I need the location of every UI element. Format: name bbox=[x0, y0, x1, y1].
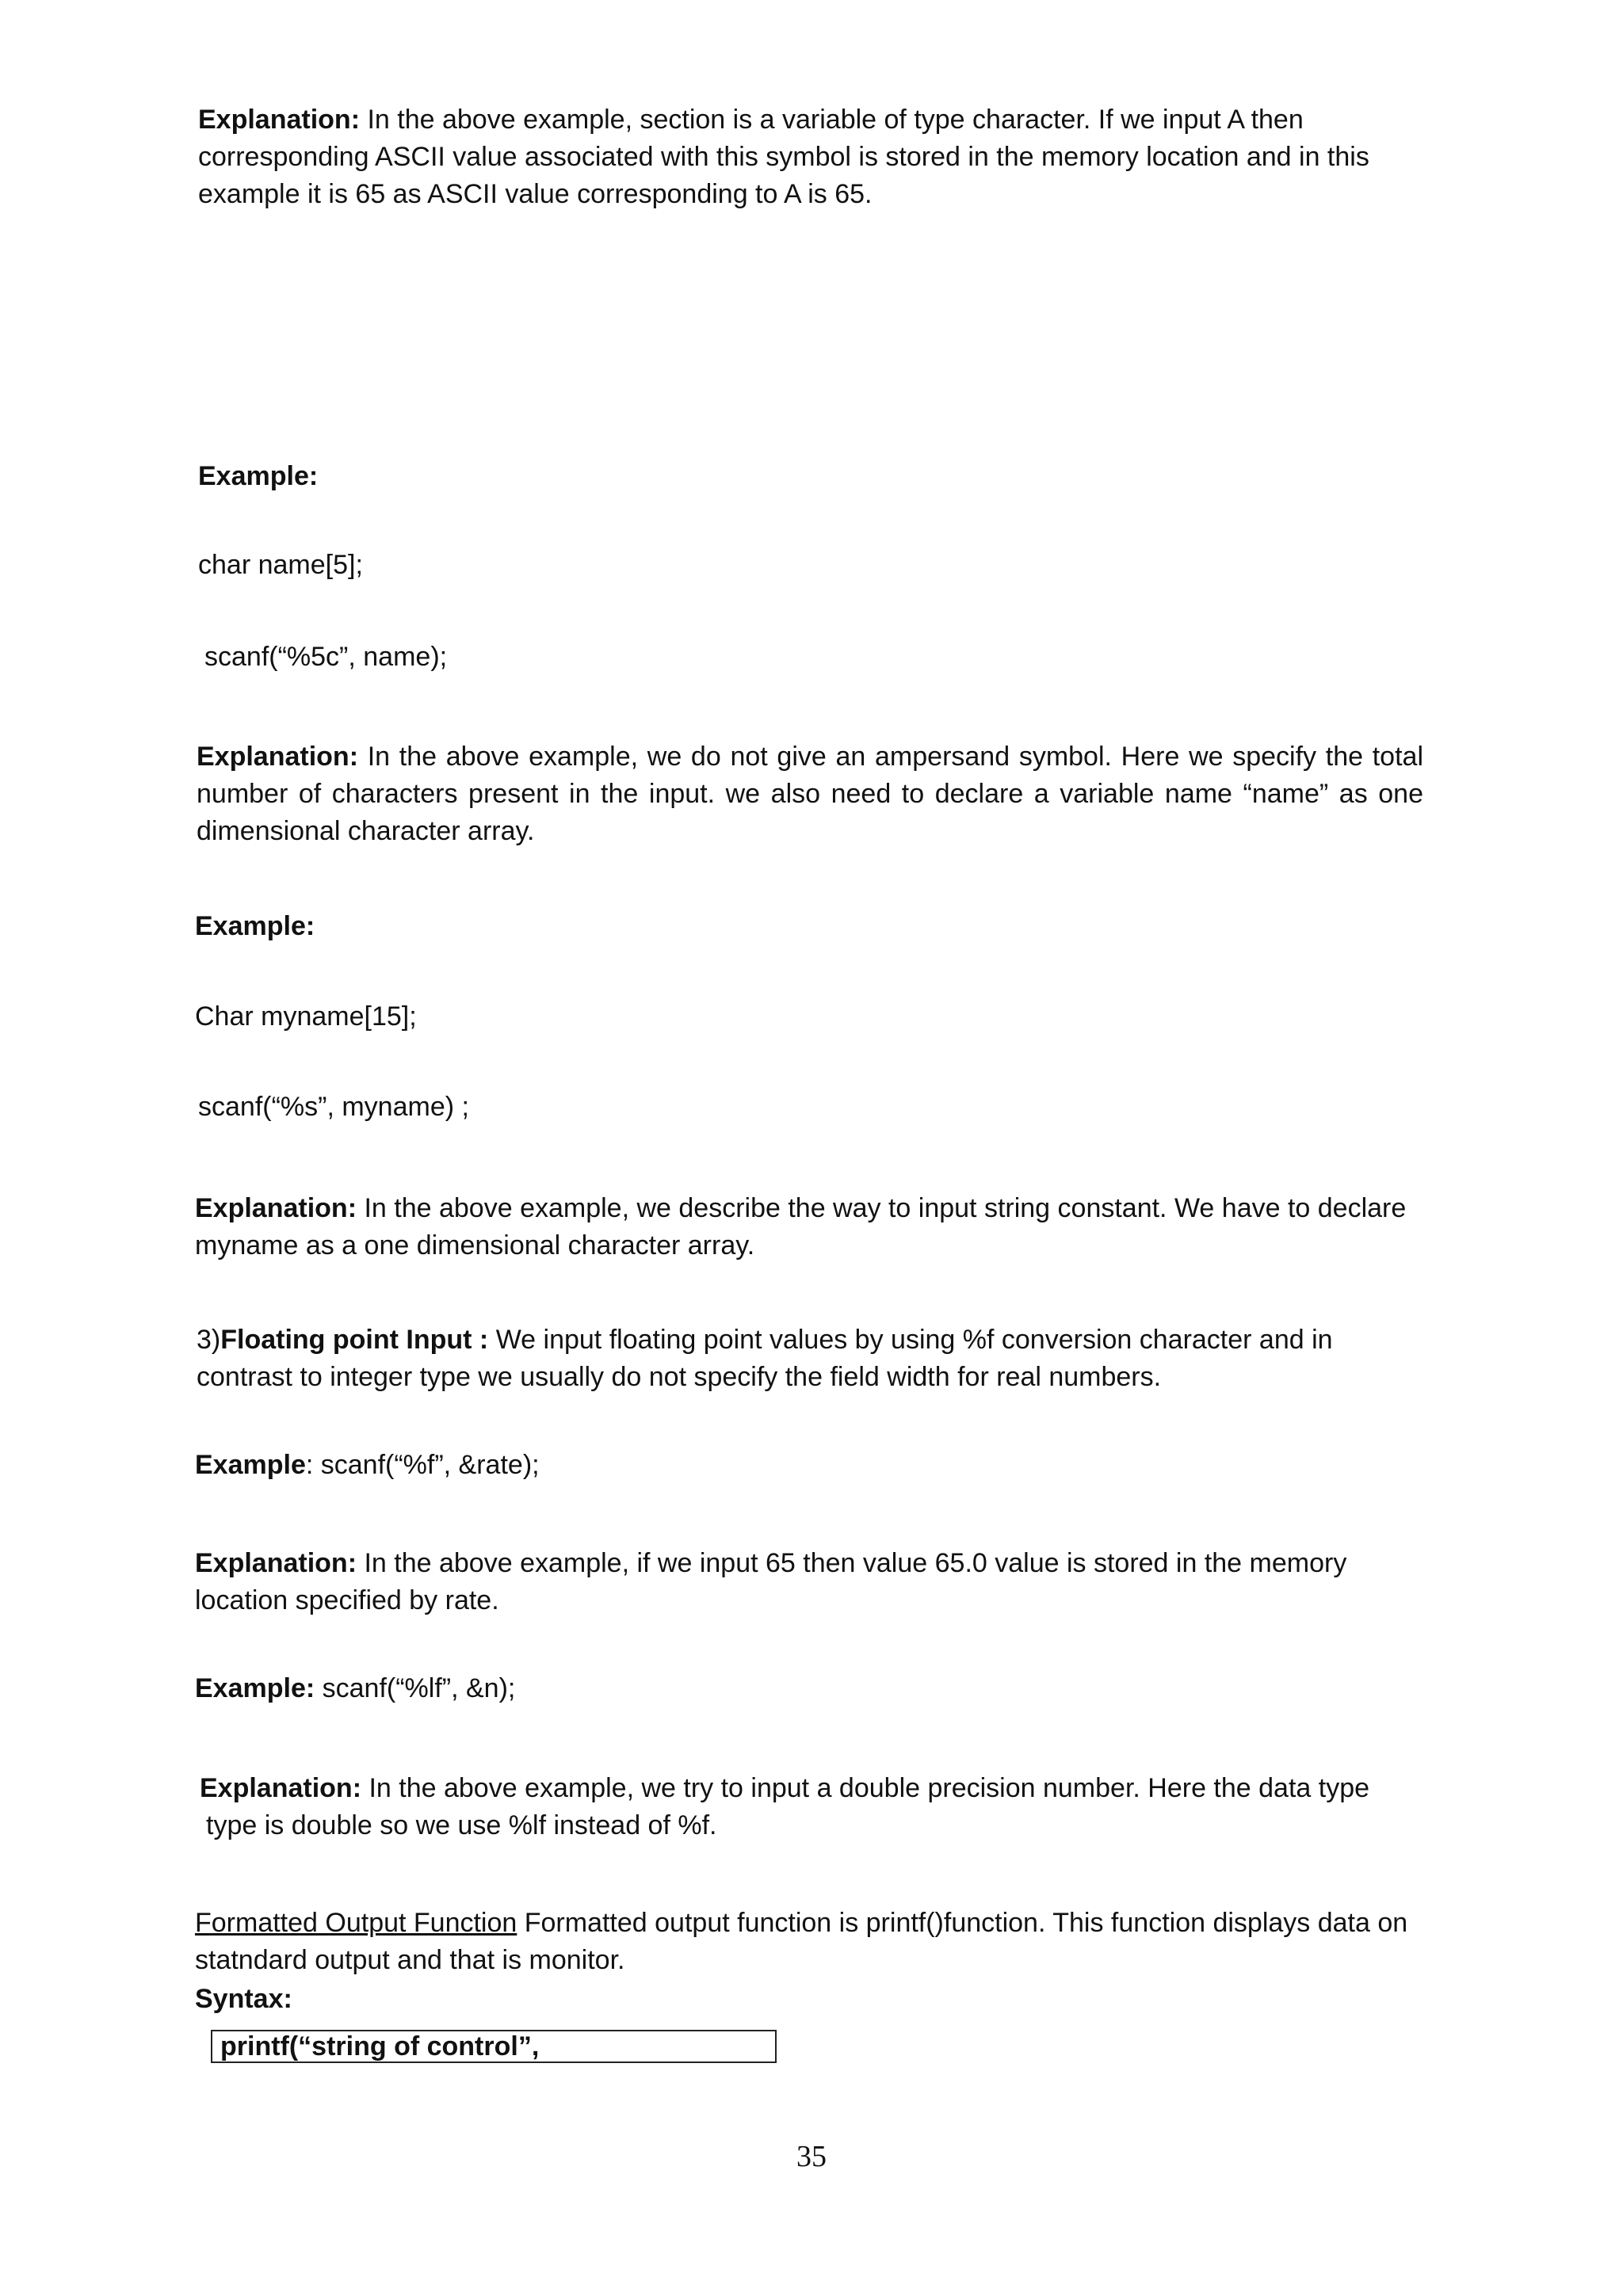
explanation-text: In the above example, we try to input a double precision number. Here the data type bbox=[361, 1773, 1370, 1803]
explanation-text: In the above example, we describe the way to input string constant. We have to declare myname as a one dimensional character array. bbox=[195, 1193, 1407, 1261]
explanation-line-2: type is double so we use %lf instead of %f. bbox=[206, 1810, 717, 1840]
code-line: scanf(“%5c”, name); bbox=[204, 642, 448, 672]
explanation-label: Explanation: bbox=[200, 1773, 362, 1803]
explanation-text: In the above example, if we input 65 then value 65.0 value is stored in the memory location specified by rate. bbox=[195, 1548, 1347, 1615]
paragraph-explanation-1 bbox=[198, 101, 1434, 213]
syntax-label: Syntax: bbox=[195, 1984, 292, 2014]
section-text: Formatted output function is printf()function. This function displays data on statndard output and that is monitor. bbox=[195, 1908, 1408, 1975]
syntax-code-box: printf(“string of control”, bbox=[211, 2030, 777, 2063]
example-label: Example: bbox=[195, 911, 315, 941]
example-heading bbox=[195, 908, 315, 945]
code-line: scanf(“%s”, myname) ; bbox=[198, 1092, 469, 1122]
section-label: Floating point Input : bbox=[220, 1325, 489, 1355]
explanation-label: Explanation: bbox=[198, 105, 361, 135]
code-line: char name[5]; bbox=[198, 550, 363, 580]
explanation-text: In the above example, section is a variable of type character. If we input A then corresponding ASCII value associated with this symbol is stored in the memory location and in this example it is 65 as ASCII value corresponding to A is 65. bbox=[198, 105, 1369, 209]
explanation-line-1 bbox=[200, 1770, 1468, 1807]
explanation-text: In the above example, we do not give an ampersand symbol. Here we specify the total number of characters present in the input. we also need to declare a variable name “name” as one dimensional character array. bbox=[197, 742, 1423, 846]
explanation-label: Explanation: bbox=[195, 1548, 357, 1578]
paragraph-formatted-output bbox=[195, 1905, 1439, 1979]
example-line bbox=[195, 1447, 540, 1484]
explanation-label: Explanation: bbox=[197, 742, 359, 772]
list-number: 3) bbox=[197, 1325, 221, 1355]
example-heading bbox=[198, 458, 318, 495]
example-label: Example bbox=[195, 1450, 306, 1480]
page-number: 35 bbox=[796, 2140, 827, 2173]
paragraph-explanation-5 bbox=[195, 1545, 1431, 1619]
paragraph-floating-point-input bbox=[197, 1322, 1417, 1396]
example-line bbox=[195, 1670, 515, 1707]
section-text: We input floating point values by using %f conversion character and in contrast to integer type we usually do not specify the field width for real numbers. bbox=[197, 1325, 1333, 1392]
section-heading: Formatted Output Function bbox=[195, 1908, 517, 1938]
paragraph-explanation-2 bbox=[197, 738, 1423, 850]
example-label: Example: bbox=[195, 1673, 315, 1703]
paragraph-explanation-3 bbox=[195, 1190, 1447, 1264]
example-code: : scanf(“%f”, &rate); bbox=[305, 1450, 540, 1480]
example-label: Example: bbox=[198, 461, 319, 491]
code-line: Char myname[15]; bbox=[195, 1001, 417, 1032]
example-code: scanf(“%lf”, &n); bbox=[315, 1673, 516, 1703]
explanation-label: Explanation: bbox=[195, 1193, 357, 1223]
syntax-heading bbox=[195, 1981, 292, 2018]
paragraph-explanation-6 bbox=[200, 1770, 1468, 1844]
